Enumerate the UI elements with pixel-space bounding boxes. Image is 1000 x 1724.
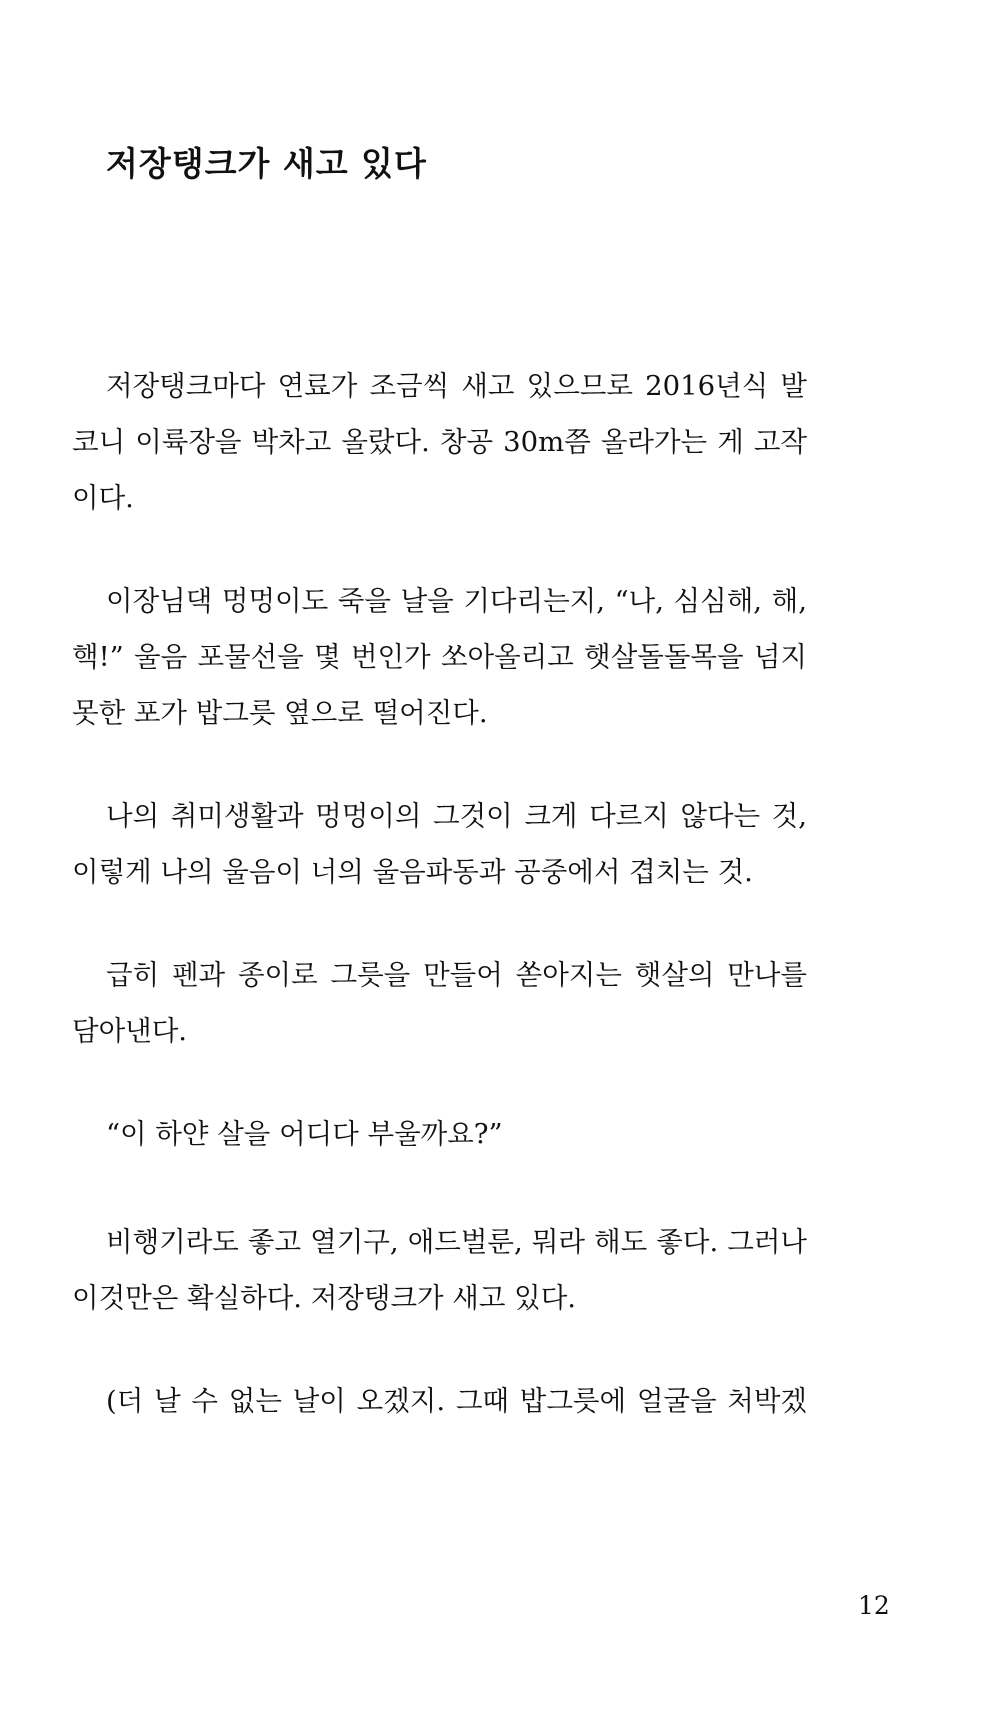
poem-line: 비행기라도 좋고 열기구, 애드벌룬, 뭐라 해도 좋다. 그러나	[106, 1226, 807, 1258]
stanza-6	[72, 1214, 807, 1326]
poem-line: 급히 펜과 종이로 그릇을 만들어 쏟아지는 햇살의 만나를	[106, 959, 807, 991]
poem-line: (더 날 수 없는 날이 오겠지. 그때 밥그릇에 얼굴을 처박겠	[106, 1385, 807, 1417]
poem-line: 코니 이륙장을 박차고 올랐다. 창공 30m쯤 올라가는 게 고작	[72, 426, 807, 458]
poem-line: 이장님댁 멍멍이도 죽을 날을 기다리는지, “나, 심심해, 해,	[106, 585, 807, 617]
stanza-4	[72, 947, 807, 1059]
stanza-1	[72, 358, 807, 526]
poem-line: 핵!” 울음 포물선을 몇 번인가 쏘아올리고 햇살돌돌목을 넘지	[72, 641, 807, 673]
stanza-2	[72, 573, 807, 741]
poem-line: 저장탱크마다 연료가 조금씩 새고 있으므로 2016년식 발	[106, 370, 807, 402]
page-number: 12	[858, 1591, 890, 1620]
stanza-7	[72, 1373, 807, 1429]
stanza-3	[72, 788, 807, 900]
stanza-5	[72, 1106, 807, 1162]
poem-title: 저장탱크가 새고 있다	[106, 144, 427, 183]
poem-line: 못한 포가 밥그릇 옆으로 떨어진다.	[72, 697, 488, 729]
poem-line: “이 하얀 살을 어디다 부울까요?”	[106, 1118, 503, 1150]
poem-line: 이다.	[72, 482, 134, 514]
poem-line: 담아낸다.	[72, 1015, 188, 1047]
poem-line: 이렇게 나의 울음이 너의 울음파동과 공중에서 겹치는 것.	[72, 856, 753, 888]
poem-line: 이것만은 확실하다. 저장탱크가 새고 있다.	[72, 1282, 577, 1314]
poem-line: 나의 취미생활과 멍멍이의 그것이 크게 다르지 않다는 것,	[106, 800, 807, 832]
